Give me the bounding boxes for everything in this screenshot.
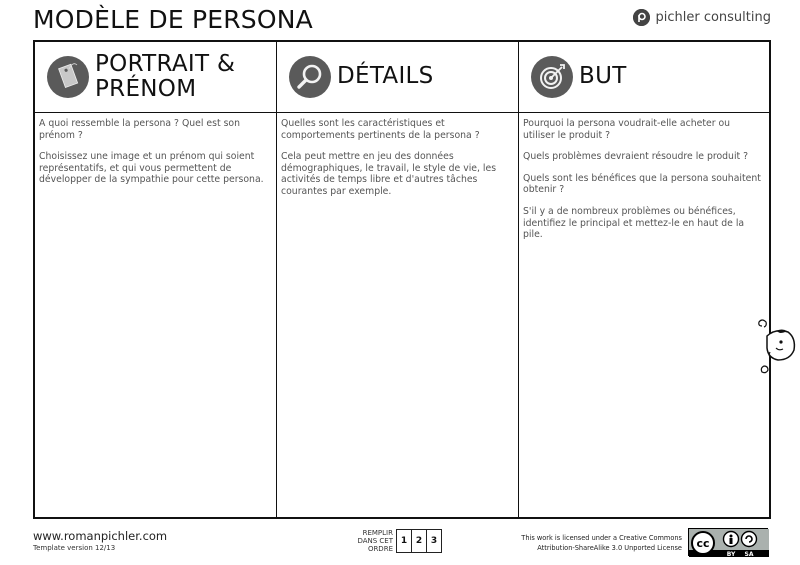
cc-sa-label: SA [744,551,754,557]
column-header [35,42,276,113]
tag-icon [47,56,89,98]
cc-logo-text: cc [696,537,710,550]
prompt-text: Pourquoi la persona voudrait-elle acheter ou utiliser le produit ? [523,118,731,141]
order-step: 2 [412,530,427,552]
prompt-text: S'il y a de nombreux problèmes ou bénéfices, identifiez le principal et mettez-le en haut de la pile. [523,205,745,241]
column-header [519,42,769,113]
footer-url[interactable]: www.romanpichler.com [33,529,168,543]
page-title: MODÈLE DE PERSONA [33,5,313,34]
column-portrait [35,42,277,517]
license-line: Attribution-ShareAlike 3.0 Unported License [537,544,682,552]
column-title: DÉTAILS [337,63,434,89]
peeking-character-icon [756,318,800,382]
cc-by-label: BY [726,551,736,557]
license-text [521,533,682,553]
prompt-text: Quels sont les bénéfices que la persona souhaitent obtenir ? [523,172,761,196]
column-goal [519,42,769,517]
column-body[interactable] [281,118,512,208]
column-title [95,52,235,102]
brand-name: pichler consulting [655,10,771,25]
magnifier-icon [289,56,331,98]
order-step: 1 [397,530,412,552]
order-step: 3 [430,536,438,546]
fill-order-legend [355,529,442,553]
column-title: BUT [579,63,627,89]
license-line: This work is licensed under a Creative Commons [521,534,682,542]
pichler-logo-icon [633,9,650,26]
prompt-text: Choisissez une image et un prénom qui soient représentatifs, et qui vous permettent de développer de la sympathie pour cette persona. [39,151,264,186]
template-version: Template version 12/13 [33,544,116,552]
prompt-text: Quelles sont les caractéristiques et comportements pertinents de la persona ? [281,118,480,141]
order-steps [396,529,442,553]
column-body[interactable] [523,118,763,251]
persona-canvas [33,40,771,519]
creative-commons-badge[interactable] [688,528,768,556]
column-header [277,42,518,113]
column-title-line: PRÉNOM [95,76,197,102]
brand [633,9,771,26]
prompt-text: Quels problèmes devraient résoudre le produit ? [523,151,749,163]
column-details [277,42,519,517]
prompt-text: A quoi ressemble la persona ? Quel est son prénom ? [39,118,240,141]
prompt-text: Cela peut mettre en jeu des données démographiques, le travail, le style de vie, les activités de temps libre et d'autres tâches courantes par exemple. [281,151,497,197]
order-label: REMPLIR DANS CET ORDRE [357,529,393,553]
column-body[interactable] [39,118,270,196]
column-title-line: PORTRAIT & [95,51,236,77]
target-icon [531,56,573,98]
